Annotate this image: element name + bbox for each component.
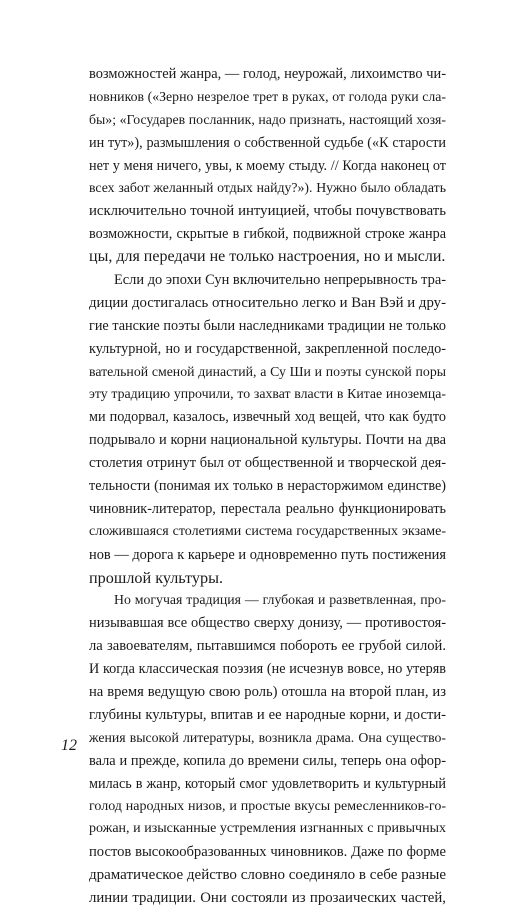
text-line: на время ведущую свою роль) отошла на второй план, из <box>89 684 446 701</box>
text-line: Если до эпохи Сун включительно непрерывность тра- <box>114 272 446 289</box>
text-line: новников («Зерно незрелое трет в руках, от голода руки сла- <box>89 88 446 104</box>
text-line: вательной сменой династий, а Су Ши и поэты сунской поры <box>89 363 446 379</box>
text-line: И когда классическая поэзия (не исчезнув вовсе, но утеряв <box>89 661 446 678</box>
page-text <box>89 63 446 910</box>
text-line: Но могучая традиция — глубокая и разветвленная, про- <box>114 592 446 608</box>
paragraph <box>89 63 446 269</box>
paragraph <box>89 589 446 909</box>
text-line: рожан, и изысканные устремления изгнанных с привычных <box>89 821 446 837</box>
text-line: драматическое действо словно соединяло в себе разные <box>89 867 446 884</box>
text-line: гие танские поэты были наследниками традиции не только <box>89 317 446 334</box>
text-line: тельности (понимая их только в нерасторжимом единстве) <box>89 478 446 495</box>
text-line: глубины культуры, впитав и ее народные корни, и дости- <box>89 706 446 723</box>
text-line: бы»; «Государев посланник, надо признать, настоящий хозя- <box>89 111 446 127</box>
text-line: диции достигалась относительно легко и Ван Вэй и дру- <box>89 294 446 311</box>
text-line: цы, для передачи не только настроения, но и мысли. <box>89 248 446 266</box>
text-line: низывавшая все общество сверху донизу, — противостоя- <box>89 615 446 632</box>
text-line: столетия отринут был от общественной и творческой дея- <box>89 455 446 472</box>
text-line: ми подорвал, казалось, извечный ход вещей, что как будто <box>89 409 446 426</box>
page-number: 12 <box>61 737 77 754</box>
text-line: исключительно точной интуицией, чтобы почувствовать <box>89 203 446 220</box>
text-line: эту традицию упрочили, то захват власти в Китае иноземца- <box>89 386 446 402</box>
text-line: подрывало и корни национальной культуры. Почти на два <box>89 432 446 449</box>
text-line: всех забот желанный отдых найду?»). Нужно было обладать <box>89 180 446 196</box>
text-line: постов высокообразованных чиновников. Даже по форме <box>89 844 446 861</box>
text-line: культурной, но и государственной, закрепленной последо- <box>89 340 446 357</box>
text-line: сложившаяся столетиями система государственных экзаме- <box>89 523 446 539</box>
text-line: нов — дорога к карьере и одновременно путь постижения <box>89 546 446 563</box>
text-line: ин тут»), размышления о собственной судьбе («К старости <box>89 134 446 151</box>
text-line: жения высокой литературы, возникла драма. Она существо- <box>89 729 446 745</box>
text-line: чиновник-литератор, перестала реально функционировать <box>89 500 446 517</box>
text-line: ла завоевателям, пытавшимся побороть ее грубой силой. <box>89 638 446 655</box>
text-line: линии традиции. Они состояли из прозаических частей, <box>89 890 446 907</box>
text-line: возможности, скрытые в гибкой, подвижной строке жанра <box>89 226 446 243</box>
text-line: милась в жанр, который смог удовлетворить и культурный <box>89 775 446 792</box>
text-line: прошлой культуры. <box>89 568 224 587</box>
text-line: нет у меня ничего, увы, к моему стыду. // Когда наконец от <box>89 157 446 174</box>
text-line: возможностей жанра, — голод, неурожай, лихоимство чи- <box>89 66 446 82</box>
paragraph <box>89 269 446 589</box>
text-line: голод народных низов, и простые вкусы ремесленников-го- <box>89 798 446 814</box>
text-line: вала и прежде, копила до времени силы, теперь она офор- <box>89 752 446 769</box>
